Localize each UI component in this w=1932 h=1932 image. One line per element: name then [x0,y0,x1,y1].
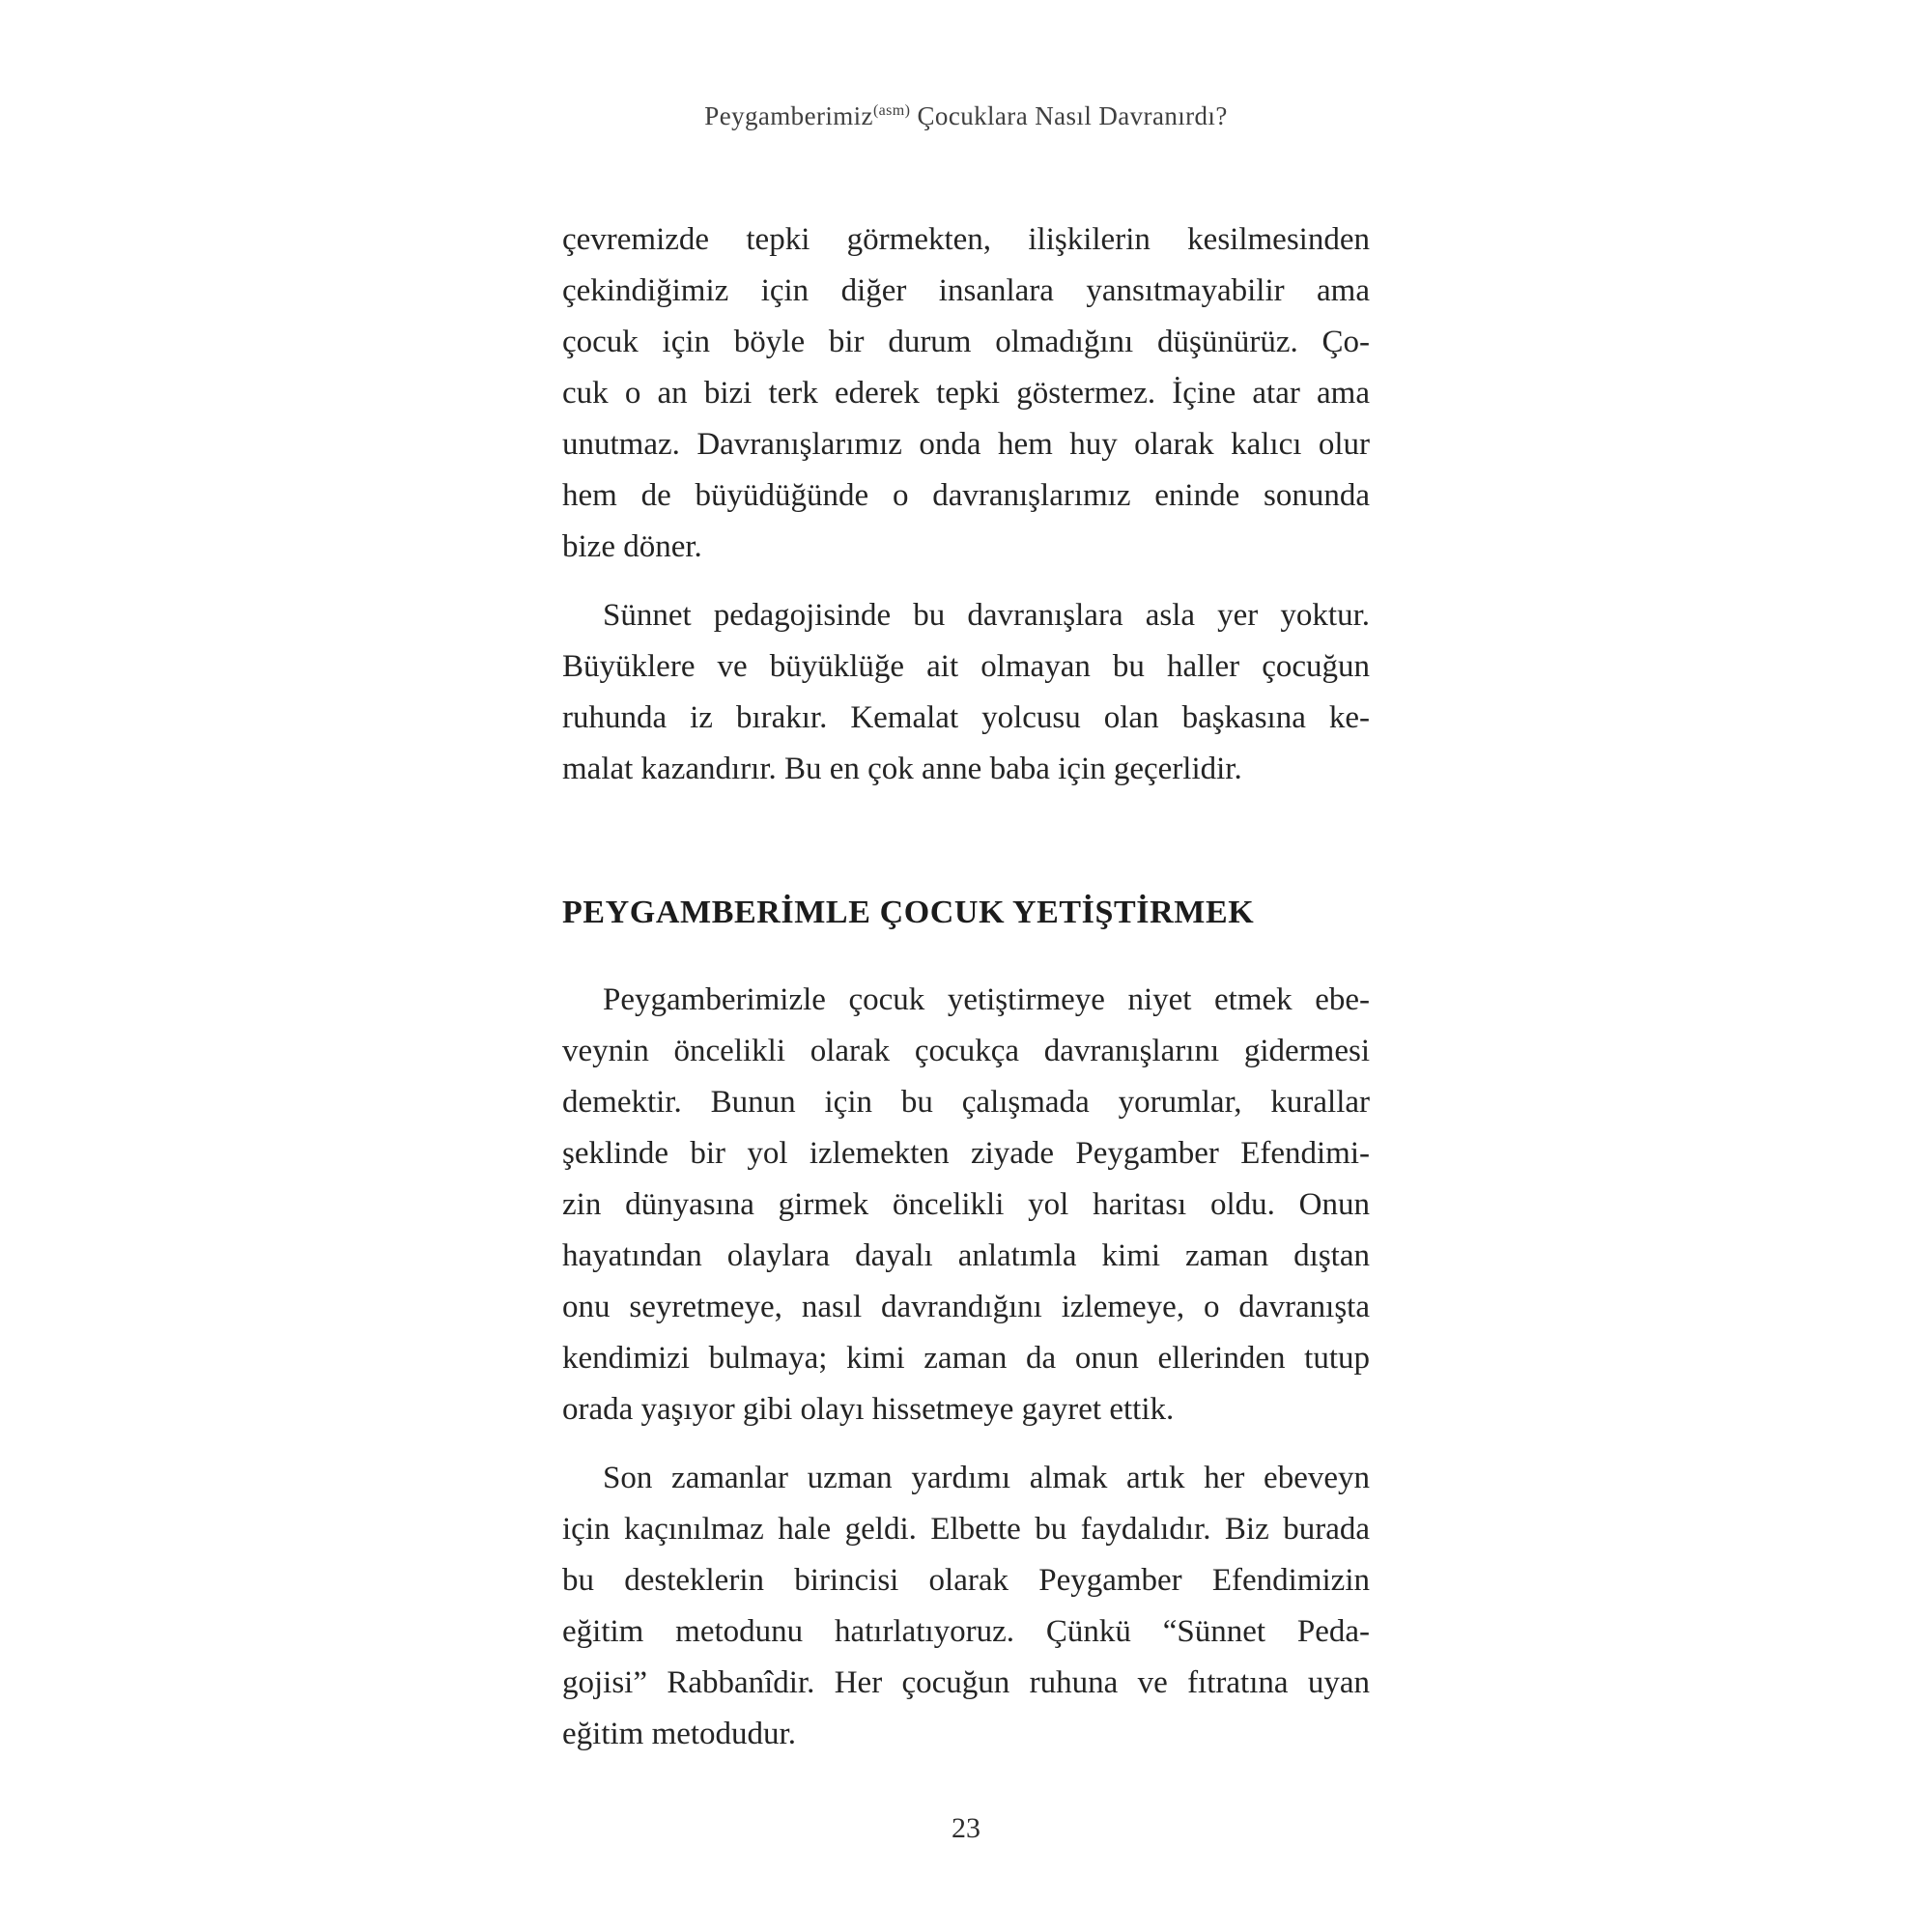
text-line: kendimizi bulmaya; kimi zaman da onun ellerinden tutup [562,1341,1370,1376]
text-line: şeklinde bir yol izlemekten ziyade Peygamber Efendimi- [562,1136,1370,1171]
text-line: orada yaşıyor gibi olayı hissetmeye gayret ettik. [562,1392,1175,1427]
text-line: Peygamberimizle çocuk yetiştirmeye niyet etmek ebe- [603,982,1370,1017]
page-body [562,214,1370,1777]
text-line: çocuk için böyle bir durum olmadığını düşünürüz. Ço- [562,325,1370,359]
text-line: veynin öncelikli olarak çocukça davranışlarını gidermesi [562,1034,1370,1068]
text-line: hem de büyüdüğünde o davranışlarımız eninde sonunda [562,478,1370,513]
page-number: 23 [952,1812,980,1844]
text-line: eğitim metodudur. [562,1717,796,1751]
text-line: onu seyretmeye, nasıl davrandığını izlemeye, o davranışta [562,1290,1370,1324]
running-header-superscript: (asm) [872,102,911,119]
paragraph [562,590,1370,795]
text-line: çevremizde tepki görmekten, ilişkilerin kesilmesinden [562,222,1370,257]
text-line: çekindiğimiz için diğer insanlara yansıtmayabilir ama [562,273,1370,308]
section-heading: PEYGAMBERİMLE ÇOCUK YETİŞTİRMEK [562,895,1255,930]
text-line: bu desteklerin birincisi olarak Peygamber Efendimizin [562,1563,1370,1598]
text-line: ruhunda iz bırakır. Kemalat yolcusu olan başkasına ke- [562,700,1370,735]
text-line: hayatından olaylara dayalı anlatımla kimi zaman dıştan [562,1238,1370,1273]
text-line: Son zamanlar uzman yardımı almak artık her ebeveyn [603,1461,1370,1495]
text-line: zin dünyasına girmek öncelikli yol haritası oldu. Onun [562,1187,1370,1222]
running-header-title: Peygamberimiz [704,101,873,130]
text-line: cuk o an bizi terk ederek tepki göstermez. İçine atar ama [562,376,1370,411]
text-line: bize döner. [562,529,702,564]
running-header-title-rest: Çocuklara Nasıl Davranırdı? [910,101,1228,130]
text-line: unutmaz. Davranışlarımız onda hem huy olarak kalıcı olur [562,427,1370,462]
text-line: malat kazandırır. Bu en çok anne baba için geçerlidir. [562,752,1242,786]
text-line: demektir. Bunun için bu çalışmada yorumlar, kurallar [562,1085,1370,1120]
text-line: için kaçınılmaz hale geldi. Elbette bu faydalıdır. Biz burada [562,1512,1370,1547]
text-line: eğitim metodunu hatırlatıyoruz. Çünkü “Sünnet Peda- [562,1614,1370,1649]
text-line: Sünnet pedagojisinde bu davranışlara asla yer yoktur. [603,598,1370,633]
paragraph [562,1453,1370,1760]
text-line: Büyüklere ve büyüklüğe ait olmayan bu haller çocuğun [562,649,1370,684]
paragraph [562,214,1370,573]
running-header [0,102,1932,131]
paragraph [562,975,1370,1435]
text-line: gojisi” Rabbanîdir. Her çocuğun ruhuna ve fıtratına uyan [562,1665,1370,1700]
